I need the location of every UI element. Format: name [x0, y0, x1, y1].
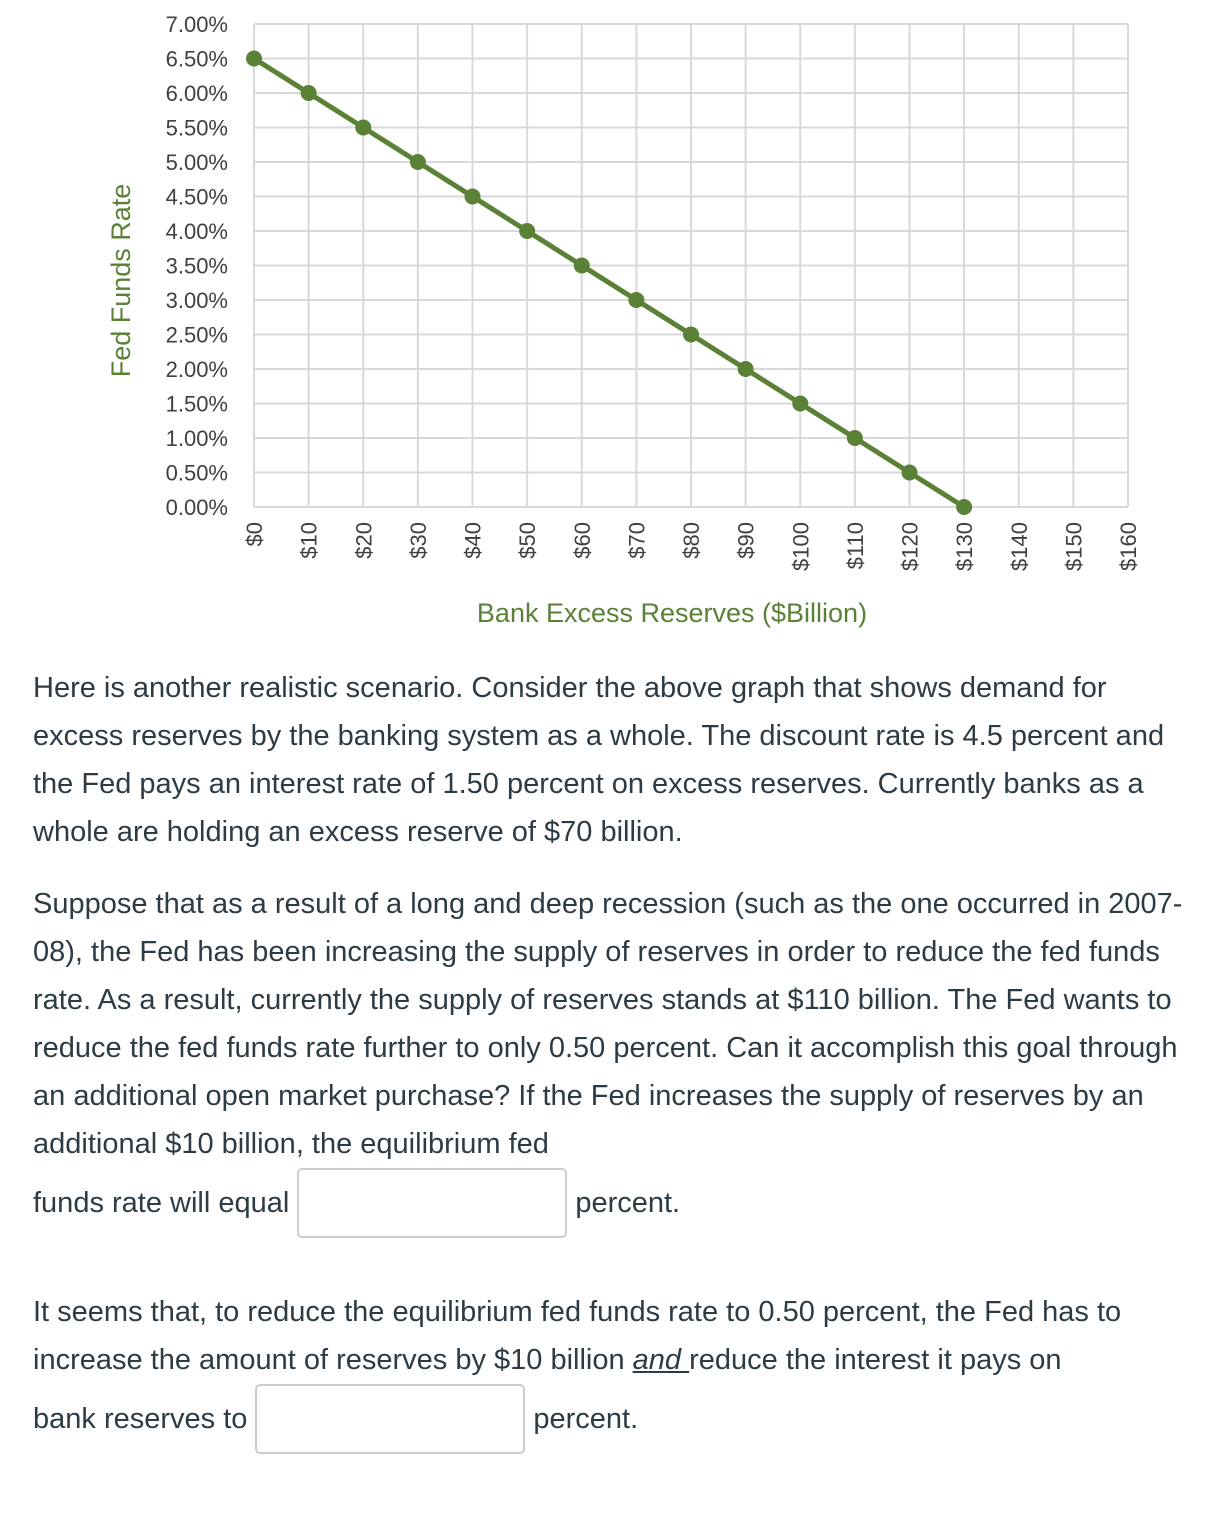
para3-after: reduce the interest it pays on — [689, 1344, 1062, 1376]
y-tick-label: 2.00% — [165, 357, 228, 382]
x-tick-label: $80 — [679, 522, 704, 559]
question-paragraph-3 — [33, 1288, 1203, 1384]
data-point — [519, 223, 535, 239]
y-tick-label: 3.00% — [165, 288, 228, 313]
answer-1-suffix: percent. — [575, 1187, 681, 1219]
y-tick-label: 7.00% — [165, 12, 228, 37]
data-point — [301, 85, 317, 101]
y-tick-label: 1.00% — [165, 426, 228, 451]
data-point — [792, 396, 808, 412]
x-tick-label: $120 — [897, 522, 923, 571]
reserve-interest-input[interactable] — [255, 1384, 525, 1454]
answer-2-suffix: percent. — [533, 1403, 639, 1435]
y-tick-label: 5.50% — [165, 115, 228, 141]
y-tick-label: 6.00% — [165, 81, 228, 106]
y-tick-label: 0.50% — [165, 460, 228, 486]
data-point — [246, 51, 262, 67]
data-point — [574, 258, 590, 274]
y-axis-title: Fed Funds Rate — [106, 183, 136, 378]
data-point — [355, 120, 371, 136]
demand-chart — [0, 0, 1232, 650]
x-tick-label: $50 — [515, 522, 541, 559]
y-tick-label: 0.00% — [165, 495, 228, 520]
answer-2-row — [33, 1384, 638, 1454]
x-tick-label: $60 — [569, 522, 595, 559]
answer-1-prefix: funds rate will equal — [33, 1187, 290, 1219]
x-tick-label: $160 — [1116, 522, 1141, 571]
y-tick-label: 4.00% — [165, 219, 228, 244]
y-tick-label: 3.50% — [165, 253, 228, 279]
data-point — [410, 154, 426, 170]
y-tick-label: 2.50% — [165, 322, 228, 348]
x-tick-label: $100 — [788, 522, 814, 571]
answer-1-row — [33, 1168, 680, 1238]
x-tick-label: $70 — [624, 522, 650, 559]
y-tick-label: 5.00% — [165, 150, 228, 175]
x-tick-label: $90 — [733, 522, 759, 559]
x-tick-label: $130 — [952, 522, 978, 571]
fed-funds-rate-input[interactable] — [297, 1168, 567, 1238]
y-tick-label: 1.50% — [165, 391, 228, 417]
data-point — [902, 465, 918, 481]
para3-emphasis: and — [632, 1344, 690, 1376]
x-tick-label: $150 — [1061, 522, 1087, 571]
x-tick-label: $40 — [460, 522, 486, 559]
x-axis-title: Bank Excess Reserves ($Billion) — [476, 598, 868, 628]
data-point — [847, 430, 863, 446]
data-point — [628, 292, 644, 308]
y-tick-label: 4.50% — [165, 184, 228, 210]
x-tick-label: $110 — [842, 522, 868, 570]
question-paragraph-1: Here is another realistic scenario. Consider the above graph that shows demand for excess reserves by the banking system as a whole. The discount rate is 4.5 percent and the Fed pays an interest rate of 1.50 percent on excess reserves. Currently banks as a whole are holding an excess reserve of $70 billion. — [33, 672, 1165, 848]
y-tick-label: 6.50% — [165, 46, 228, 72]
question-paragraph-2: Suppose that as a result of a long and deep recession (such as the one occurred in 2007-08), the Fed has been increasing the supply of reserves in order to reduce the fed funds rate. As a result, currently the supply of reserves stands at $110 billion. The Fed wants to reduce the fed funds rate further to only 0.50 percent. Can it accomplish this goal through an additional open market purchase? If the Fed increases the supply of reserves by an additional $10 billion, the equilibrium fed — [33, 888, 1183, 1160]
x-tick-label: $10 — [296, 522, 322, 559]
data-point — [465, 189, 481, 205]
para3-before: It seems that, to reduce the equilibrium fed funds rate to 0.50 percent, the Fed has to increase the amount of reserves by $10 billion — [33, 1296, 1122, 1376]
data-point — [956, 499, 972, 515]
x-tick-label: $140 — [1006, 522, 1032, 571]
data-point — [738, 361, 754, 377]
x-tick-label: $0 — [242, 522, 267, 547]
x-tick-label: $30 — [405, 522, 431, 559]
x-tick-label: $20 — [351, 522, 377, 559]
answer-2-prefix: bank reserves to — [33, 1403, 248, 1435]
data-point — [683, 327, 699, 343]
